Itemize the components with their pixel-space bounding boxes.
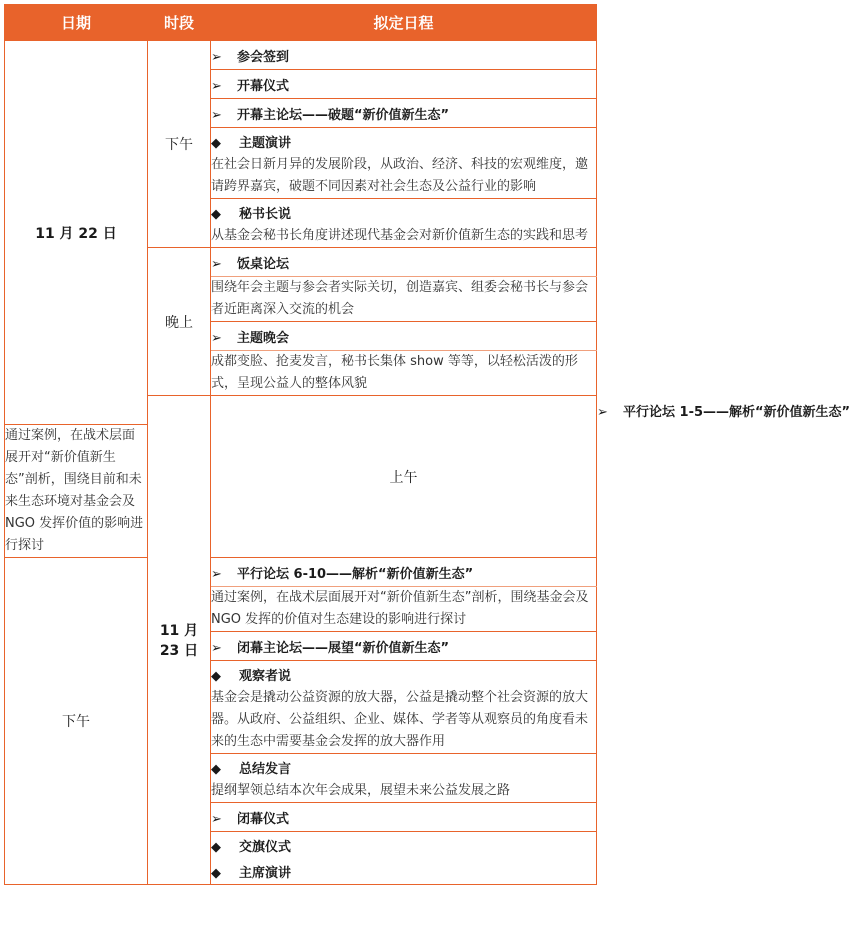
header-date: 日期 [5,5,148,41]
schedule-item: ➢ 闭幕主论坛——展望“新价值新生态” [211,632,597,661]
arrow-icon: ➢ [211,78,222,94]
diamond-icon: ◆ [211,668,221,684]
header-row [5,5,597,41]
schedule-description: 从基金会秘书长角度讲述现代基金会对新价值新生态的实践和思考 [211,225,597,248]
schedule-description: 围绕年会主题与参会者实际关切，创造嘉宾、组委会秘书长与参会者近距离深入交流的机会 [211,277,597,322]
schedule-subitem: ◆ 观察者说 [211,661,597,688]
day2-morning-label: 上午 [211,396,597,558]
diamond-icon: ◆ [211,206,221,222]
day2-date: 11 月 23 日 [148,396,211,885]
diamond-icon: ◆ [211,839,221,855]
arrow-icon: ➢ [211,107,222,123]
header-period: 时段 [148,5,211,41]
schedule-table: 日期 时段 拟定日程 11 月 22 日 下午 ➢ 参会签到 ➢ 开幕仪式 ➢ 开幕主论坛——破题“新价值新生态” ◆ 主题演讲 在社会日新月异的发展阶段，从政治、经济、科技的宏观维度，邀请跨界嘉宾，破题不同因素对社会生态及公益行业的影响 ◆ 秘书长说 从基金会秘书长角度讲述现代基金会对新价值新生态的实践和思考 晚上 ➢ 饭桌论坛 围绕年会主题与参会者实际关切，创造嘉宾、组委会秘书长与参会者近距离深入交流的机会 ➢ 主题晚会 成都变脸、抢麦发言，秘书长集体 show 等等，以轻松活泼的形式，呈现公益人的整体风貌 11 月 23 日 上午 ➢ 平行论坛 1-5——解析“新价值新生态” 通过案例，在战术层面展开对“新价值新生态”剖析，围绕目前和未来生态环境对基金会及 NGO 发挥价值的影响进行探讨 下午 ➢ 平行论坛 6-10——解析“新价值新生态” 通过案例，在战术层面展开对“新价值新生态”剖析，围绕基金会及 NGO 发挥的价值对生态建设的影响进行探讨 ➢ 闭幕主论坛——展望“新价值新生态” ◆ 观察者说 基金会是撬动公益资源的放大器，公益是撬动整个社会资源的放大器。从政府、公益组织、企业、媒体、学者等从观察员的角度看未来的生态中需要基金会发挥的放大器作用 ◆ 总结发言 提纲挈领总结本次年会成果，展望未来公益发展之路 ➢ 闭幕仪式 ◆ 交旗仪式 ◆ 主席演讲 [4,4,597,885]
diamond-icon: ◆ [211,761,221,777]
arrow-icon: ➢ [211,566,222,582]
arrow-icon: ➢ [211,49,222,65]
schedule-description: 通过案例，在战术层面展开对“新价值新生态”剖析，围绕基金会及 NGO 发挥的价值对生态建设的影响进行探讨 [211,587,597,632]
schedule-description: 通过案例，在战术层面展开对“新价值新生态”剖析，围绕目前和未来生态环境对基金会及 NGO 发挥价值的影响进行探讨 [5,425,148,558]
arrow-icon: ➢ [597,404,608,420]
schedule-description: 提纲挈领总结本次年会成果，展望未来公益发展之路 [211,780,597,803]
schedule-item: ➢ 开幕仪式 [211,70,597,99]
schedule-subitem: ◆ 总结发言 [211,754,597,781]
day1-date: 11 月 22 日 [5,41,148,425]
header-schedule: 拟定日程 [211,5,597,41]
day2-afternoon-label: 下午 [5,558,148,885]
arrow-icon: ➢ [211,256,222,272]
schedule-subitem: ◆ 交旗仪式 [211,832,597,859]
schedule-item: ➢ 参会签到 [211,41,597,70]
arrow-icon: ➢ [211,640,222,656]
schedule-item: ➢ 饭桌论坛 [211,248,597,277]
diamond-icon: ◆ [211,865,221,881]
schedule-item: ➢ 开幕主论坛——破题“新价值新生态” [211,99,597,128]
schedule-description: 在社会日新月异的发展阶段，从政治、经济、科技的宏观维度，邀请跨界嘉宾，破题不同因素对社会生态及公益行业的影响 [211,154,597,199]
schedule-description: 成都变脸、抢麦发言，秘书长集体 show 等等，以轻松活泼的形式，呈现公益人的整体风貌 [211,351,597,396]
arrow-icon: ➢ [211,811,222,827]
diamond-icon: ◆ [211,135,221,151]
day1-afternoon-label: 下午 [148,41,211,248]
schedule-subitem: ◆ 主席演讲 [211,858,597,885]
schedule-item: ➢ 闭幕仪式 [211,803,597,832]
schedule-subitem: ◆ 秘书长说 [211,199,597,226]
schedule-description: 基金会是撬动公益资源的放大器，公益是撬动整个社会资源的放大器。从政府、公益组织、企业、媒体、学者等从观察员的角度看未来的生态中需要基金会发挥的放大器作用 [211,687,597,754]
schedule-item: ➢ 平行论坛 6-10——解析“新价值新生态” [211,558,597,587]
arrow-icon: ➢ [211,330,222,346]
day1-evening-label: 晚上 [148,248,211,396]
schedule-item: ➢ 主题晚会 [211,322,597,351]
schedule-subitem: ◆ 主题演讲 [211,128,597,155]
